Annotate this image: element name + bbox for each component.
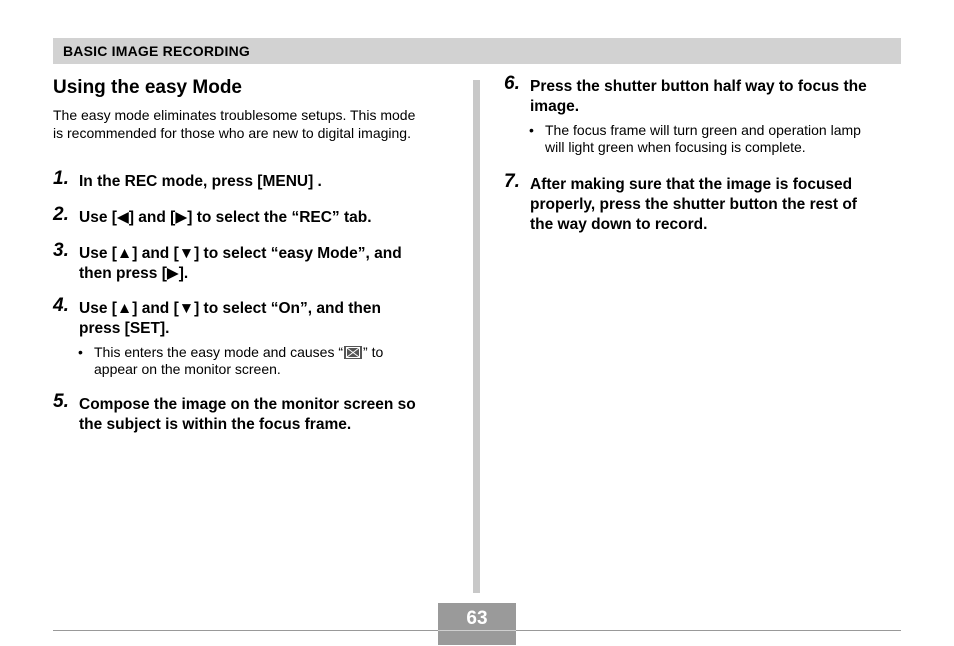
- step-number: 7.: [504, 171, 520, 192]
- step-6: [504, 73, 904, 117]
- step-text-line: Compose the image on the monitor screen so: [79, 396, 416, 413]
- step-5: [53, 391, 453, 435]
- section-header-label: BASIC IMAGE RECORDING: [63, 43, 250, 59]
- page-number-box: [438, 603, 516, 645]
- intro-line: The easy mode eliminates troublesome setups. This mode: [53, 107, 416, 123]
- step-7: [504, 171, 904, 235]
- bullet-dot: •: [78, 344, 83, 360]
- step-text: Use [◀] and [▶] to select the “REC” tab.: [79, 209, 372, 226]
- note-text: The focus frame will turn green and operation lamp: [545, 122, 861, 138]
- step-text-line: press [SET].: [79, 320, 170, 337]
- page-box-strip: [438, 630, 516, 631]
- right-column: [504, 73, 904, 235]
- note-text: This enters the easy mode and causes “: [94, 344, 344, 360]
- intro-line: is recommended for those who are new to digital imaging.: [53, 125, 411, 141]
- note-text: will light green when focusing is complete.: [545, 139, 806, 155]
- section-header: [53, 38, 901, 64]
- note-text: appear on the monitor screen.: [94, 361, 281, 377]
- step-4: [53, 295, 453, 339]
- step-text-line: image.: [530, 98, 580, 115]
- step-text-line: properly, press the shutter button the rest of: [530, 196, 857, 213]
- step-2: [53, 204, 453, 228]
- step-text-line: After making sure that the image is focused: [530, 176, 853, 193]
- bullet-dot: •: [529, 122, 534, 138]
- step-text-line: Use [▲] and [▼] to select “easy Mode”, and: [79, 245, 402, 262]
- step-text: In the REC mode, press [MENU] .: [79, 173, 322, 190]
- page-number: 63: [466, 608, 488, 629]
- step-number: 1.: [53, 168, 69, 189]
- step-6-note: [504, 122, 904, 156]
- step-number: 6.: [504, 73, 520, 94]
- note-text: ” to: [363, 344, 384, 360]
- easy-mode-icon: [344, 346, 362, 359]
- left-column: [53, 76, 453, 435]
- step-1: [53, 168, 453, 192]
- step-text-line: the way down to record.: [530, 216, 708, 233]
- step-text-line: Press the shutter button half way to focus the: [530, 78, 867, 95]
- step-text-line: then press [▶].: [79, 265, 189, 282]
- intro-paragraph: [53, 106, 453, 142]
- step-number: 2.: [53, 204, 69, 225]
- step-number: 4.: [53, 295, 69, 316]
- column-divider: [473, 80, 480, 593]
- step-text-line: Use [▲] and [▼] to select “On”, and then: [79, 300, 381, 317]
- step-text-line: the subject is within the focus frame.: [79, 416, 352, 433]
- page-title: Using the easy Mode: [53, 77, 242, 98]
- step-4-note: [53, 344, 453, 378]
- step-number: 5.: [53, 391, 69, 412]
- step-3: [53, 240, 453, 284]
- step-number: 3.: [53, 240, 69, 261]
